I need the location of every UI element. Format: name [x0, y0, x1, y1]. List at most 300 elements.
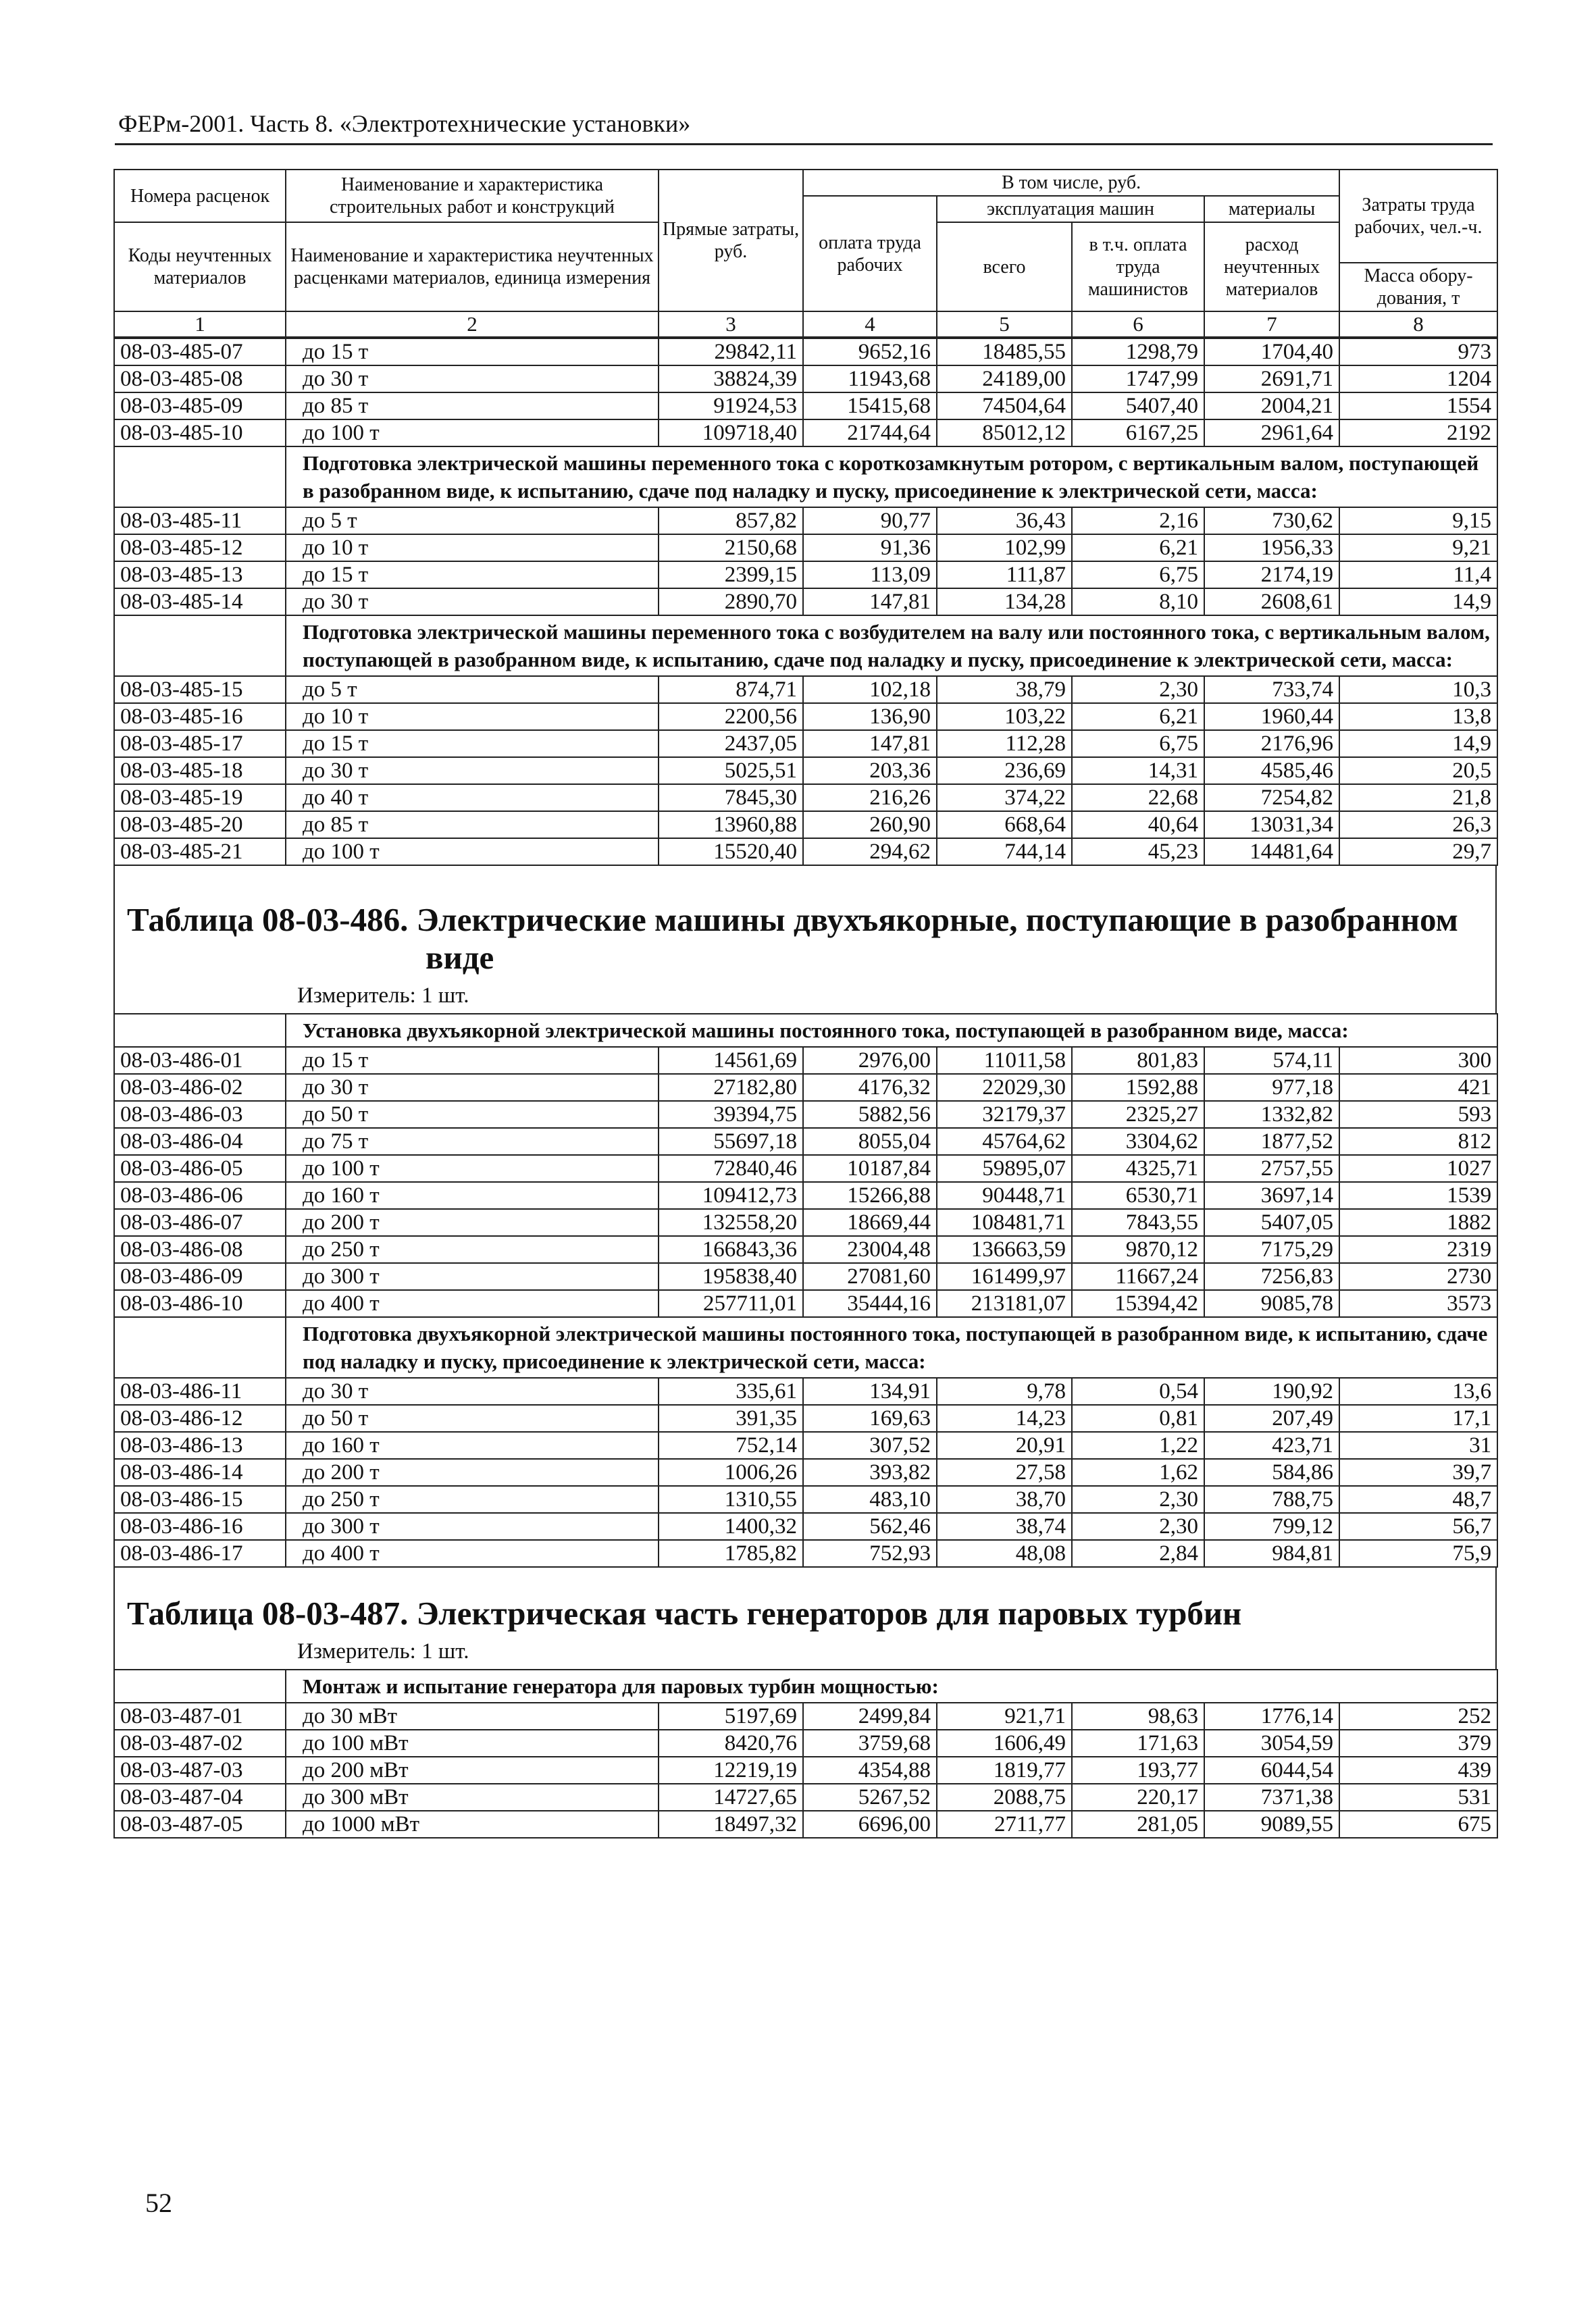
rate-code: 08-03-487-01	[114, 1703, 286, 1730]
rate-value: 4585,46	[1204, 757, 1339, 784]
table-row	[114, 1459, 1497, 1486]
rate-description: до 10 т	[286, 534, 659, 561]
rate-value: 1554	[1339, 392, 1497, 419]
rate-value: 13,8	[1339, 703, 1497, 730]
rate-value: 2004,21	[1204, 392, 1339, 419]
rate-value: 14,9	[1339, 588, 1497, 615]
rate-value: 14481,64	[1204, 838, 1339, 865]
document-body	[113, 169, 1497, 1839]
rate-code: 08-03-485-11	[114, 507, 286, 534]
rate-value: 22,68	[1072, 784, 1204, 811]
rate-value: 439	[1339, 1757, 1497, 1784]
rate-value: 1332,82	[1204, 1101, 1339, 1128]
rate-value: 7175,29	[1204, 1236, 1339, 1263]
table-row	[114, 1236, 1497, 1263]
rate-value: 91,36	[803, 534, 937, 561]
rate-code: 08-03-485-15	[114, 676, 286, 703]
rate-code: 08-03-486-07	[114, 1209, 286, 1236]
rate-value: 812	[1339, 1128, 1497, 1155]
header-labor-costs: Затраты труда рабочих, чел.-ч.	[1339, 170, 1497, 263]
rate-code: 08-03-485-12	[114, 534, 286, 561]
rate-description: до 15 т	[286, 561, 659, 588]
rate-value: 18497,32	[659, 1811, 803, 1838]
rate-value: 32179,37	[937, 1101, 1072, 1128]
rate-value: 147,81	[803, 730, 937, 757]
rate-value: 0,81	[1072, 1405, 1204, 1432]
rate-value: 801,83	[1072, 1047, 1204, 1074]
rate-value: 161499,97	[937, 1263, 1072, 1290]
header-rule	[115, 143, 1493, 145]
table-row	[114, 1290, 1497, 1317]
rate-value: 1539	[1339, 1182, 1497, 1209]
rate-value: 102,99	[937, 534, 1072, 561]
table-486-title	[115, 866, 1495, 977]
rate-value: 3304,62	[1072, 1128, 1204, 1155]
rate-description: до 100 мВт	[286, 1730, 659, 1757]
rate-value: 103,22	[937, 703, 1072, 730]
rate-value: 29842,11	[659, 338, 803, 365]
rate-value: 26,3	[1339, 811, 1497, 838]
rate-value: 393,82	[803, 1459, 937, 1486]
table-row	[114, 365, 1497, 392]
rate-value: 38824,39	[659, 365, 803, 392]
table-row	[114, 338, 1497, 365]
rate-code: 08-03-485-20	[114, 811, 286, 838]
section-spacer	[114, 1014, 286, 1047]
rate-value: 18669,44	[803, 1209, 937, 1236]
rate-value: 675	[1339, 1811, 1497, 1838]
rate-description: до 160 т	[286, 1182, 659, 1209]
rate-value: 1310,55	[659, 1486, 803, 1513]
header-material-use: расход неучтенных материалов	[1204, 222, 1339, 311]
rate-value: 260,90	[803, 811, 937, 838]
rate-value: 220,17	[1072, 1784, 1204, 1811]
rate-value: 236,69	[937, 757, 1072, 784]
rate-value: 11,4	[1339, 561, 1497, 588]
table-row	[114, 1540, 1497, 1567]
rate-value: 15415,68	[803, 392, 937, 419]
rate-value: 15520,40	[659, 838, 803, 865]
rate-value: 307,52	[803, 1432, 937, 1459]
rate-value: 113,09	[803, 561, 937, 588]
rate-value: 9089,55	[1204, 1811, 1339, 1838]
rate-value: 2730	[1339, 1263, 1497, 1290]
rate-value: 2399,15	[659, 561, 803, 588]
rate-value: 2437,05	[659, 730, 803, 757]
rate-value: 109718,40	[659, 419, 803, 446]
rate-value: 3759,68	[803, 1730, 937, 1757]
rate-code: 08-03-487-03	[114, 1757, 286, 1784]
rows-487	[114, 1703, 1497, 1838]
rate-value: 2961,64	[1204, 419, 1339, 446]
rate-value: 2976,00	[803, 1047, 937, 1074]
rate-value: 3054,59	[1204, 1730, 1339, 1757]
rate-value: 0,54	[1072, 1378, 1204, 1405]
table-row	[114, 1074, 1497, 1101]
rate-value: 531	[1339, 1784, 1497, 1811]
rate-value: 2325,27	[1072, 1101, 1204, 1128]
column-header-table	[113, 169, 1498, 338]
rate-value: 5407,05	[1204, 1209, 1339, 1236]
rate-description: до 30 т	[286, 365, 659, 392]
rate-value: 147,81	[803, 588, 937, 615]
rate-value: 14727,65	[659, 1784, 803, 1811]
rate-value: 1882	[1339, 1209, 1497, 1236]
rate-code: 08-03-486-09	[114, 1263, 286, 1290]
rate-value: 6167,25	[1072, 419, 1204, 446]
rate-code: 08-03-485-14	[114, 588, 286, 615]
rate-value: 14,23	[937, 1405, 1072, 1432]
rate-code: 08-03-486-14	[114, 1459, 286, 1486]
header-work-name: Наименование и характеристика строительных работ и конструкций	[286, 170, 659, 222]
rate-value: 9870,12	[1072, 1236, 1204, 1263]
rate-value: 195838,40	[659, 1263, 803, 1290]
rate-value: 1704,40	[1204, 338, 1339, 365]
rate-code: 08-03-486-01	[114, 1047, 286, 1074]
rate-value: 593	[1339, 1101, 1497, 1128]
rate-value: 56,7	[1339, 1513, 1497, 1540]
rate-value: 2176,96	[1204, 730, 1339, 757]
rate-value: 2608,61	[1204, 588, 1339, 615]
header-machinist-pay: в т.ч. оплата труда машинистов	[1072, 222, 1204, 311]
rate-value: 166843,36	[659, 1236, 803, 1263]
rate-value: 4325,71	[1072, 1155, 1204, 1182]
rate-value: 1819,77	[937, 1757, 1072, 1784]
rate-value: 7371,38	[1204, 1784, 1339, 1811]
rate-value: 2319	[1339, 1236, 1497, 1263]
rate-description: до 85 т	[286, 392, 659, 419]
rate-value: 6,21	[1072, 703, 1204, 730]
rate-value: 921,71	[937, 1703, 1072, 1730]
rate-value: 5407,40	[1072, 392, 1204, 419]
rate-description: до 30 т	[286, 757, 659, 784]
rate-value: 213181,07	[937, 1290, 1072, 1317]
rate-value: 3573	[1339, 1290, 1497, 1317]
rate-value: 6530,71	[1072, 1182, 1204, 1209]
rate-value: 13031,34	[1204, 811, 1339, 838]
rate-value: 2,30	[1072, 676, 1204, 703]
section-heading: Установка двухъякорной электрической машины постоянного тока, поступающей в разобранном виде, масса:	[286, 1014, 1497, 1047]
rate-value: 2,30	[1072, 1486, 1204, 1513]
rate-value: 134,28	[937, 588, 1072, 615]
rate-value: 48,08	[937, 1540, 1072, 1567]
rate-value: 584,86	[1204, 1459, 1339, 1486]
table-row	[114, 1757, 1497, 1784]
rate-code: 08-03-485-18	[114, 757, 286, 784]
rate-value: 4354,88	[803, 1757, 937, 1784]
rate-value: 1,22	[1072, 1432, 1204, 1459]
rate-value: 752,93	[803, 1540, 937, 1567]
column-number: 8	[1339, 311, 1497, 337]
rate-value: 109412,73	[659, 1182, 803, 1209]
rate-description: до 300 мВт	[286, 1784, 659, 1811]
rate-value: 72840,46	[659, 1155, 803, 1182]
table-row	[114, 757, 1497, 784]
rate-value: 2,84	[1072, 1540, 1204, 1567]
table-487-title: Таблица 08-03-487. Электрическая часть генераторов для паровых турбин	[127, 1595, 1242, 1632]
rate-code: 08-03-485-08	[114, 365, 286, 392]
rate-value: 2174,19	[1204, 561, 1339, 588]
rate-value: 1785,82	[659, 1540, 803, 1567]
column-number: 7	[1204, 311, 1339, 337]
page-number: 52	[145, 2188, 172, 2218]
table-row	[114, 1263, 1497, 1290]
rate-description: до 100 т	[286, 838, 659, 865]
rate-value: 11011,58	[937, 1047, 1072, 1074]
rate-description: до 1000 мВт	[286, 1811, 659, 1838]
header-material-codes: Коды неучтенных материалов	[114, 222, 286, 311]
rate-value: 562,46	[803, 1513, 937, 1540]
rate-value: 5882,56	[803, 1101, 937, 1128]
rate-value: 55697,18	[659, 1128, 803, 1155]
rate-value: 2711,77	[937, 1811, 1072, 1838]
rate-value: 5267,52	[803, 1784, 937, 1811]
rate-value: 136663,59	[937, 1236, 1072, 1263]
rate-description: до 30 т	[286, 1378, 659, 1405]
rate-description: до 40 т	[286, 784, 659, 811]
header-rate-number: Номера расценок	[114, 170, 286, 222]
table-row	[114, 1784, 1497, 1811]
rate-code: 08-03-485-19	[114, 784, 286, 811]
rate-value: 29,7	[1339, 838, 1497, 865]
rate-value: 4176,32	[803, 1074, 937, 1101]
table-486-body	[113, 1013, 1498, 1568]
rate-value: 9,15	[1339, 507, 1497, 534]
rows-485b	[114, 507, 1497, 615]
rate-value: 112,28	[937, 730, 1072, 757]
rate-value: 98,63	[1072, 1703, 1204, 1730]
column-number: 3	[659, 311, 803, 337]
table-row	[114, 1101, 1497, 1128]
rate-value: 13960,88	[659, 811, 803, 838]
rate-description: до 300 т	[286, 1513, 659, 1540]
rate-value: 38,79	[937, 676, 1072, 703]
rate-value: 9652,16	[803, 338, 937, 365]
rate-value: 1606,49	[937, 1730, 1072, 1757]
table-486-header	[113, 866, 1497, 1013]
rate-value: 5025,51	[659, 757, 803, 784]
rate-value: 7254,82	[1204, 784, 1339, 811]
rate-value: 13,6	[1339, 1378, 1497, 1405]
rate-value: 2,30	[1072, 1513, 1204, 1540]
rate-code: 08-03-485-09	[114, 392, 286, 419]
table-row	[114, 588, 1497, 615]
rate-description: до 300 т	[286, 1263, 659, 1290]
column-number: 5	[937, 311, 1072, 337]
table-row	[114, 730, 1497, 757]
rate-value: 48,7	[1339, 1486, 1497, 1513]
table-row	[114, 1128, 1497, 1155]
rate-value: 1960,44	[1204, 703, 1339, 730]
rate-value: 6,75	[1072, 730, 1204, 757]
table-486-title-line1: Таблица 08-03-486. Электрические машины двухъякорные, поступающие в разобранном	[127, 901, 1458, 938]
rate-value: 8055,04	[803, 1128, 937, 1155]
rate-value: 59895,07	[937, 1155, 1072, 1182]
rate-value: 857,82	[659, 507, 803, 534]
rate-value: 193,77	[1072, 1757, 1204, 1784]
table-row	[114, 419, 1497, 446]
rate-value: 6,75	[1072, 561, 1204, 588]
rate-description: до 15 т	[286, 338, 659, 365]
rate-description: до 100 т	[286, 419, 659, 446]
rate-value: 7845,30	[659, 784, 803, 811]
table-row	[114, 1155, 1497, 1182]
rate-value: 8420,76	[659, 1730, 803, 1757]
table-row	[114, 1378, 1497, 1405]
rate-code: 08-03-486-05	[114, 1155, 286, 1182]
rate-value: 35444,16	[803, 1290, 937, 1317]
section-spacer	[114, 615, 286, 676]
table-row	[114, 1486, 1497, 1513]
section-heading: Подготовка двухъякорной электрической машины постоянного тока, поступающей в разобранном виде, к испытанию, сдаче под наладку и пуску, присоединение к электрической сети, масса:	[286, 1317, 1497, 1378]
rate-value: 977,18	[1204, 1074, 1339, 1101]
rate-value: 136,90	[803, 703, 937, 730]
rate-description: до 30 мВт	[286, 1703, 659, 1730]
table-row	[114, 811, 1497, 838]
rate-value: 17,1	[1339, 1405, 1497, 1432]
rate-value: 374,22	[937, 784, 1072, 811]
rate-value: 1006,26	[659, 1459, 803, 1486]
rate-value: 300	[1339, 1047, 1497, 1074]
rate-value: 2757,55	[1204, 1155, 1339, 1182]
rows-485c	[114, 676, 1497, 865]
rate-code: 08-03-485-10	[114, 419, 286, 446]
rate-value: 1298,79	[1072, 338, 1204, 365]
rate-value: 1204	[1339, 365, 1497, 392]
rate-value: 203,36	[803, 757, 937, 784]
rate-code: 08-03-487-04	[114, 1784, 286, 1811]
rate-code: 08-03-486-10	[114, 1290, 286, 1317]
table-row	[114, 392, 1497, 419]
rate-value: 788,75	[1204, 1486, 1339, 1513]
rate-value: 7256,83	[1204, 1263, 1339, 1290]
rate-code: 08-03-486-03	[114, 1101, 286, 1128]
rate-value: 1027	[1339, 1155, 1497, 1182]
rate-value: 169,63	[803, 1405, 937, 1432]
rate-value: 730,62	[1204, 507, 1339, 534]
rate-value: 874,71	[659, 676, 803, 703]
rate-value: 22029,30	[937, 1074, 1072, 1101]
rate-value: 15394,42	[1072, 1290, 1204, 1317]
rate-description: до 30 т	[286, 588, 659, 615]
rate-description: до 50 т	[286, 1101, 659, 1128]
header-workers-pay: оплата труда рабочих	[803, 196, 937, 311]
rate-value: 111,87	[937, 561, 1072, 588]
rate-value: 6044,54	[1204, 1757, 1339, 1784]
rate-value: 10187,84	[803, 1155, 937, 1182]
rate-value: 2200,56	[659, 703, 803, 730]
table-row	[114, 703, 1497, 730]
rate-code: 08-03-485-21	[114, 838, 286, 865]
rate-value: 90448,71	[937, 1182, 1072, 1209]
section-heading: Монтаж и испытание генератора для паровых турбин мощностью:	[286, 1670, 1497, 1703]
rate-description: до 30 т	[286, 1074, 659, 1101]
table-row	[114, 1182, 1497, 1209]
rate-description: до 200 т	[286, 1459, 659, 1486]
rate-value: 14561,69	[659, 1047, 803, 1074]
rate-value: 21744,64	[803, 419, 937, 446]
table-487-meter: Измеритель: 1 шт.	[297, 1639, 469, 1664]
page-header: ФЕРм-2001. Часть 8. «Электротехнические установки»	[118, 110, 691, 137]
table-row	[114, 1047, 1497, 1074]
rate-value: 744,14	[937, 838, 1072, 865]
rate-value: 10,3	[1339, 676, 1497, 703]
rate-value: 216,26	[803, 784, 937, 811]
rate-value: 38,70	[937, 1486, 1072, 1513]
rate-value: 14,9	[1339, 730, 1497, 757]
rate-value: 45,23	[1072, 838, 1204, 865]
rate-value: 1877,52	[1204, 1128, 1339, 1155]
rate-code: 08-03-486-13	[114, 1432, 286, 1459]
table-row	[114, 1432, 1497, 1459]
rate-value: 15266,88	[803, 1182, 937, 1209]
header-material-names: Наименование и характеристика неучтенных расценками материалов, единица измерения	[286, 222, 659, 311]
rate-code: 08-03-486-12	[114, 1405, 286, 1432]
rate-code: 08-03-486-15	[114, 1486, 286, 1513]
table-486-title-line2: виде	[426, 939, 494, 976]
rate-value: 27,58	[937, 1459, 1072, 1486]
rate-value: 3697,14	[1204, 1182, 1339, 1209]
header-machine-operation: эксплуатация машин	[937, 196, 1204, 222]
rate-value: 6696,00	[803, 1811, 937, 1838]
rate-value: 574,11	[1204, 1047, 1339, 1074]
table-487-body	[113, 1669, 1498, 1839]
rate-description: до 15 т	[286, 730, 659, 757]
rate-value: 5197,69	[659, 1703, 803, 1730]
rate-value: 6,21	[1072, 534, 1204, 561]
rate-value: 18485,55	[937, 338, 1072, 365]
rate-code: 08-03-486-11	[114, 1378, 286, 1405]
section-spacer	[114, 1317, 286, 1378]
rate-value: 9085,78	[1204, 1290, 1339, 1317]
rate-value: 984,81	[1204, 1540, 1339, 1567]
rate-description: до 50 т	[286, 1405, 659, 1432]
rate-value: 2691,71	[1204, 365, 1339, 392]
table-row	[114, 534, 1497, 561]
section-spacer	[114, 446, 286, 507]
rate-code: 08-03-485-13	[114, 561, 286, 588]
rate-description: до 400 т	[286, 1540, 659, 1567]
rate-value: 27081,60	[803, 1263, 937, 1290]
rate-value: 74504,64	[937, 392, 1072, 419]
rate-value: 20,91	[937, 1432, 1072, 1459]
rate-value: 252	[1339, 1703, 1497, 1730]
rate-description: до 10 т	[286, 703, 659, 730]
header-machine-total: всего	[937, 222, 1072, 311]
rate-value: 1400,32	[659, 1513, 803, 1540]
rate-code: 08-03-486-17	[114, 1540, 286, 1567]
table-row	[114, 1405, 1497, 1432]
rate-value: 23004,48	[803, 1236, 937, 1263]
rate-value: 14,31	[1072, 757, 1204, 784]
rate-value: 21,8	[1339, 784, 1497, 811]
rate-value: 24189,00	[937, 365, 1072, 392]
rows-485a	[114, 338, 1497, 446]
rate-value: 31	[1339, 1432, 1497, 1459]
rate-value: 132558,20	[659, 1209, 803, 1236]
rate-description: до 160 т	[286, 1432, 659, 1459]
rate-value: 1592,88	[1072, 1074, 1204, 1101]
rate-value: 108481,71	[937, 1209, 1072, 1236]
rate-value: 8,10	[1072, 588, 1204, 615]
rate-description: до 400 т	[286, 1290, 659, 1317]
rate-value: 7843,55	[1072, 1209, 1204, 1236]
table-row	[114, 1513, 1497, 1540]
rate-code: 08-03-486-16	[114, 1513, 286, 1540]
rate-value: 1956,33	[1204, 534, 1339, 561]
rate-value: 45764,62	[937, 1128, 1072, 1155]
rate-value: 36,43	[937, 507, 1072, 534]
